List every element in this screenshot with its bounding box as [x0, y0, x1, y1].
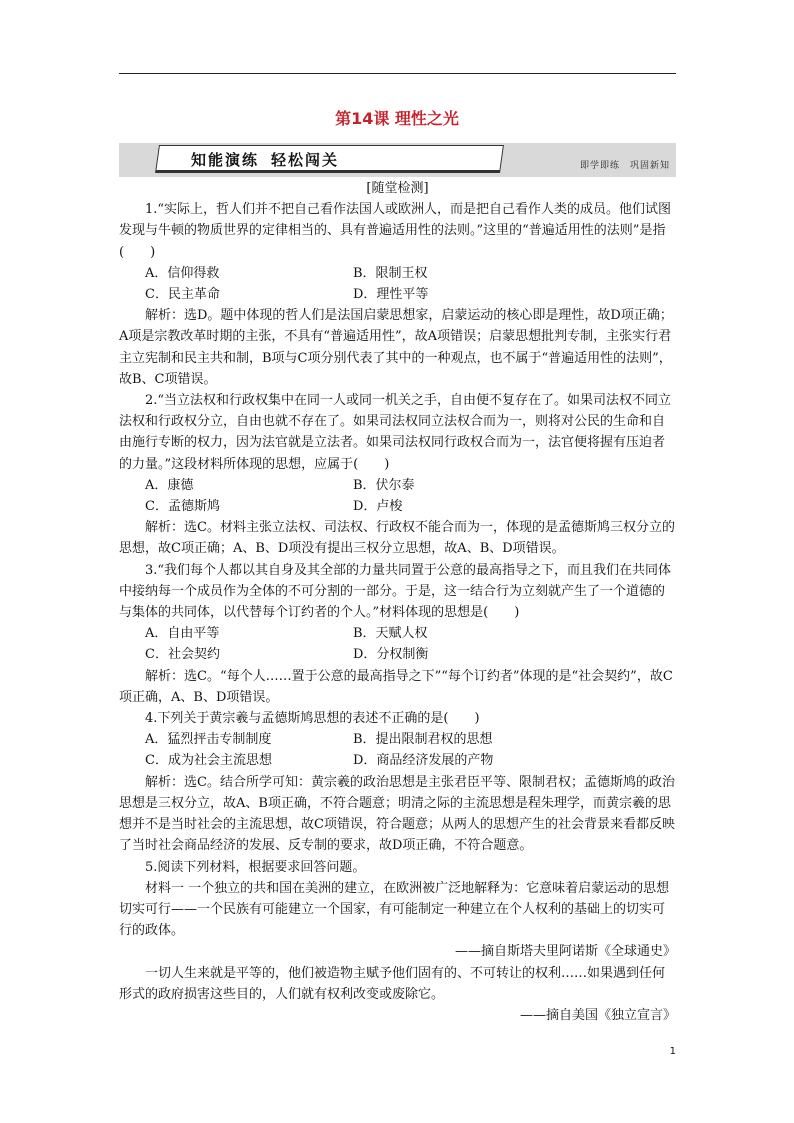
lesson-title: 第14课 理性之光 [335, 109, 459, 128]
material-2-source: ——摘自美国《独立宣言》 [519, 1007, 676, 1023]
banner-subheading-part: 即学即练 [579, 161, 620, 171]
banner-subheading-part: 巩固新知 [629, 161, 670, 171]
material-1: 材料一 一个独立的共和国在美洲的建立，在欧洲被广泛地解释为：它意味着启蒙运动的思想切实可行——一个民族有可能建立一个国家，有可能制定一种建立在个人权利的基础上的切实可行的政体。 [119, 880, 670, 939]
option: B．限制王权 [353, 265, 428, 281]
question-3-options [119, 623, 676, 665]
option: D．理性平等 [353, 287, 429, 303]
question-4-stem: 4.下列关于黄宗羲与孟德斯鸠思想的表述不正确的是( ) [145, 711, 480, 727]
question-3-stem: 3.“我们每个人都以其自身及其全部的力量共同置于公意的最高指导之下，而且我们在共同体中接纳每一个成员作为全体的不可分割的一部分。于是，这一结合行为立刻就产生了一个道德的与集体的共同体，以代替每个订约者的个人。”材料体现的思想是( ) [119, 562, 672, 621]
section-banner [119, 143, 676, 177]
option: A．信仰得救 [145, 265, 220, 281]
question-2-stem: 2.“当立法权和行政权集中在同一人或同一机关之手，自由便不复存在了。如果司法权不同立法权和行政权分立，自由也就不存在了。如果司法权同立法权合而为一，则将对公民的生命和自由施行专断的权力，因为法官就是立法者。如果司法权同行政权合而为一，法官便将握有压迫者的力量。”这段材料所体现的思想，应属于( ) [119, 393, 672, 472]
section-label: [随堂检测] [366, 181, 429, 196]
option: A．康德 [145, 477, 194, 493]
material-2: 一切人生来就是平等的，他们被造物主赋予他们固有的、不可转让的权利……如果遇到任何形式的政府损害这些目的，人们就有权利改变或废除它。 [119, 965, 666, 1002]
question-1-options [119, 263, 676, 305]
page-number: 1 [669, 1046, 676, 1057]
header-rule [119, 73, 676, 74]
option: C．成为社会主流思想 [145, 753, 272, 769]
option: A．自由平等 [145, 626, 220, 642]
option: D．分权制衡 [353, 647, 429, 663]
question-1-stem: 1.“实际上，哲人们并不把自己看作法国人或欧洲人，而是把自己看作人类的成员。他们试图发现与牛顿的物质世界的定律相当的、具有普遍适用性的法则。”这里的“普遍适用性的法则”是指( ) [119, 202, 672, 260]
option: C．民主革命 [145, 287, 220, 303]
question-4-answer: 解析：选C。结合所学可知：黄宗羲的政治思想是主张君臣平等、限制君权；孟德斯鸠的政治思想是三权分立，故A、B项正确，不符合题意；明清之际的主流思想是程朱理学，而黄宗羲的思想并不是当时社会的主流思想，故C项错误，符合题意；从两人的思想产生的社会背景来看都反映了当时社会商品经济的发展、反专制的要求，故D项正确，不符合题意。 [119, 774, 675, 854]
question-4-options [119, 729, 676, 771]
question-5-stem: 5.阅读下列材料，根据要求回答问题。 [145, 859, 366, 875]
option: C．社会契约 [145, 647, 220, 663]
banner-heading [191, 149, 351, 170]
option: A．猛烈抨击专制制度 [145, 732, 272, 748]
banner-subheading [580, 158, 670, 171]
option: D．商品经济发展的产物 [353, 753, 494, 769]
option: C．孟德斯鸠 [145, 499, 220, 515]
question-2-options [119, 475, 676, 517]
option: B．伏尔泰 [353, 477, 415, 493]
option: D．卢梭 [353, 499, 403, 515]
question-2-answer: 解析：选C。材料主张立法权、司法权、行政权不能合而为一，体现的是孟德斯鸠三权分立的思想，故C项正确；A、B、D项没有提出三权分立思想，故A、B、D项错误。 [119, 520, 675, 557]
banner-heading-part: 知能演练 [191, 151, 260, 169]
material-1-source: ——摘自斯塔夫里阿诺斯《全球通史》 [454, 944, 676, 960]
question-3-answer: 解析：选C。“每个人……置于公意的最高指导之下”“每个订约者”体现的是“社会契约”，故C项正确，A、B、D项错误。 [119, 668, 673, 705]
question-content [119, 178, 676, 1026]
question-1-answer: 解析：选D。题中体现的哲人们是法国启蒙思想家，启蒙运动的核心即是理性，故D项正确；A项是宗教改革时期的主张，不具有“普遍适用性”，故A项错误；启蒙思想批判专制，主张实行君主立宪制和民主共和制，B项与C项分别代表了其中的一种观点，也不属于“普遍适用性的法则”，故B、C项错误。 [119, 308, 673, 387]
option: B．提出限制君权的思想 [353, 732, 493, 748]
option: B．天赋人权 [353, 626, 428, 642]
banner-heading-part: 轻松闯关 [271, 151, 340, 169]
